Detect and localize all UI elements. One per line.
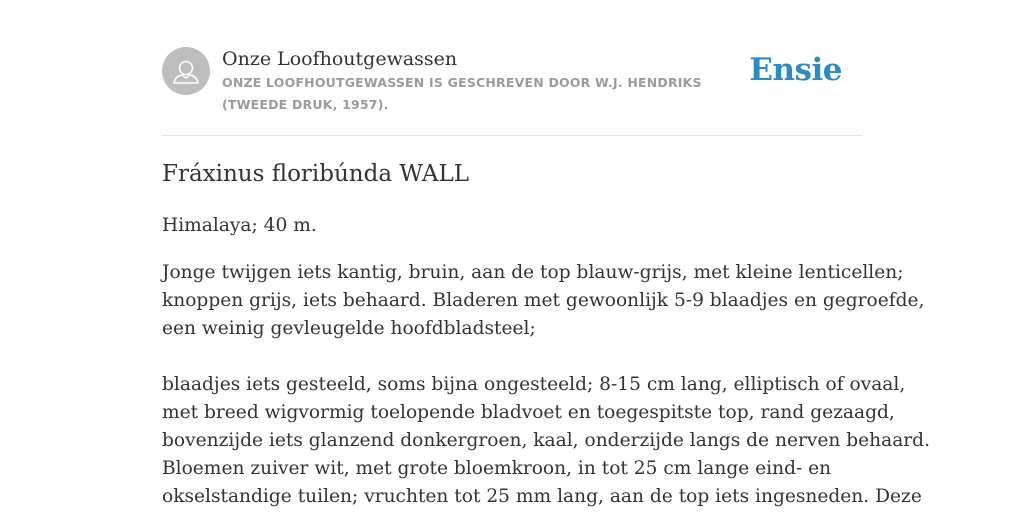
page [162, 0, 930, 512]
author-description: ONZE LOOFHOUTGEWASSEN IS GESCHREVEN DOOR W.J. HENDRIKS (TWEEDE DRUK, 1957). [222, 75, 702, 112]
article-origin: Himalaya; 40 m. [162, 215, 317, 236]
author-header [162, 46, 862, 136]
author-avatar[interactable] [162, 47, 210, 95]
header-divider [162, 135, 862, 136]
text-line: knoppen grijs, iets behaard. Bladeren met gewoonlijk 5-9 blaadjes en gegroefde, [162, 290, 925, 311]
author-name[interactable]: Onze Loofhoutgewassen [222, 48, 458, 70]
article-paragraph-1 [162, 259, 925, 343]
text-line: Bloemen zuiver wit, met grote bloemkroon, in tot 25 cm lange eind- en [162, 458, 832, 479]
article-title: Fráxinus floribúnda WALL [162, 161, 470, 187]
text-line: een weinig gevleugelde hoofdbladsteel; [162, 318, 536, 339]
text-line: okselstandige tuilen; vruchten tot 25 mm lang, aan de top iets ingesneden. Deze [162, 486, 922, 507]
article-body [162, 212, 930, 512]
text-line: bovenzijde iets glanzend donkergroen, kaal, onderzijde langs de nerven behaard. [162, 430, 930, 451]
article-paragraph-2 [162, 371, 930, 511]
user-silhouette-icon [162, 47, 210, 95]
ensie-logo[interactable]: Ensie [749, 52, 842, 88]
text-line: blaadjes iets gesteeld, soms bijna ongesteeld; 8-15 cm lang, elliptisch of ovaal, [162, 374, 906, 395]
text-line: met breed wigvormig toelopende bladvoet en toegespitste top, rand gezaagd, [162, 402, 895, 423]
text-line: Jonge twijgen iets kantig, bruin, aan de top blauw-grijs, met kleine lenticellen; [162, 262, 904, 283]
